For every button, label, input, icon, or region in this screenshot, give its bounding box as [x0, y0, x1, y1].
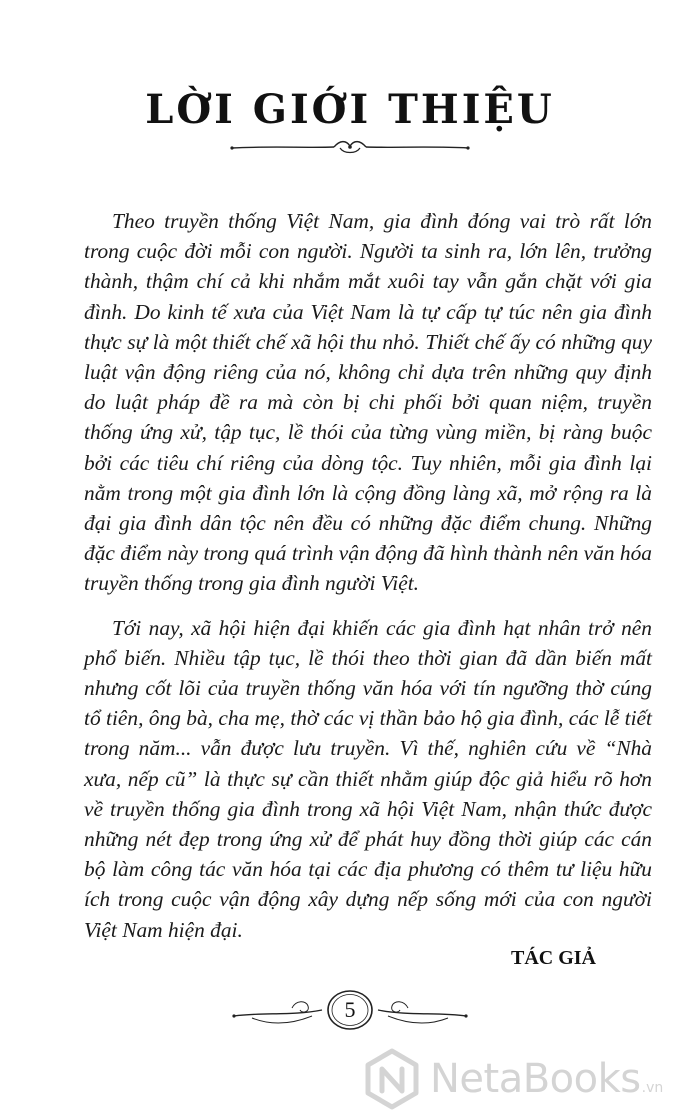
watermark-brand: NetaBooks [430, 1056, 641, 1102]
paragraph: Theo truyền thống Việt Nam, gia đình đóng vai trò rất lớn trong cuộc đời mỗi con người. Người ta sinh ra, lớn lên, trưởng thành, thậm chí cả khi nhắm mắt xuôi tay vẫn gắn chặt với gia đình. Do kinh tế xưa của Việt Nam là tự cấp tự túc nên gia đình thực sự là một thiết chế xã hội thu nhỏ. Thiết chế ấy có những quy luật vận động riêng của nó, không chỉ dựa trên những quy định do luật pháp đề ra mà còn bị chi phối bởi quan niệm, truyền thống ứng xử, tập tục, lề thói của từng vùng miền, bị ràng buộc bởi các tiêu chí riêng của dòng tộc. Tuy nhiên, mỗi gia đình lại nằm trong một gia đình lớn là cộng đồng làng xã, mở rộng ra là đại gia đình dân tộc nên đều có những đặc điểm chung. Những đặc điểm này trong quá trình vận động đã hình thành nên văn hóa truyền thống trong gia đình người Việt. [84, 209, 652, 596]
watermark-suffix: .vn [641, 1080, 664, 1096]
title-flourish-ornament [228, 136, 472, 156]
page-title: LỜI GIỚI THIỆU [145, 86, 555, 133]
body-text [84, 206, 652, 959]
page-number: 5 [344, 997, 356, 1022]
netabooks-logo-icon [360, 1047, 424, 1111]
paragraph: Tới nay, xã hội hiện đại khiến các gia đình hạt nhân trở nên phổ biến. Nhiều tập tục, lề thói theo thời gian đã dần biến mất nhưng cốt lõi của truyền thống văn hóa với tín ngưỡng thờ cúng tổ tiên, ông bà, cha mẹ, thờ các vị thần bảo hộ gia đình, các lễ tiết trong năm... vẫn được lưu truyền. Vì thế, nghiên cứu về “Nhà xưa, nếp cũ” là thực sự cần thiết nhằm giúp độc giả hiểu rõ hơn về truyền thống gia đình trong xã hội Việt Nam, nhận thức được những nét đẹp trong ứng xử để phát huy đồng thời giúp các cán bộ làm công tác văn hóa tại các địa phương có thêm tư liệu hữu ích trong cuộc vận động xây dựng nếp sống mới của con người Việt Nam hiện đại. [84, 615, 652, 942]
author-signature: TÁC GIẢ [510, 947, 596, 969]
netabooks-watermark [360, 1044, 700, 1114]
